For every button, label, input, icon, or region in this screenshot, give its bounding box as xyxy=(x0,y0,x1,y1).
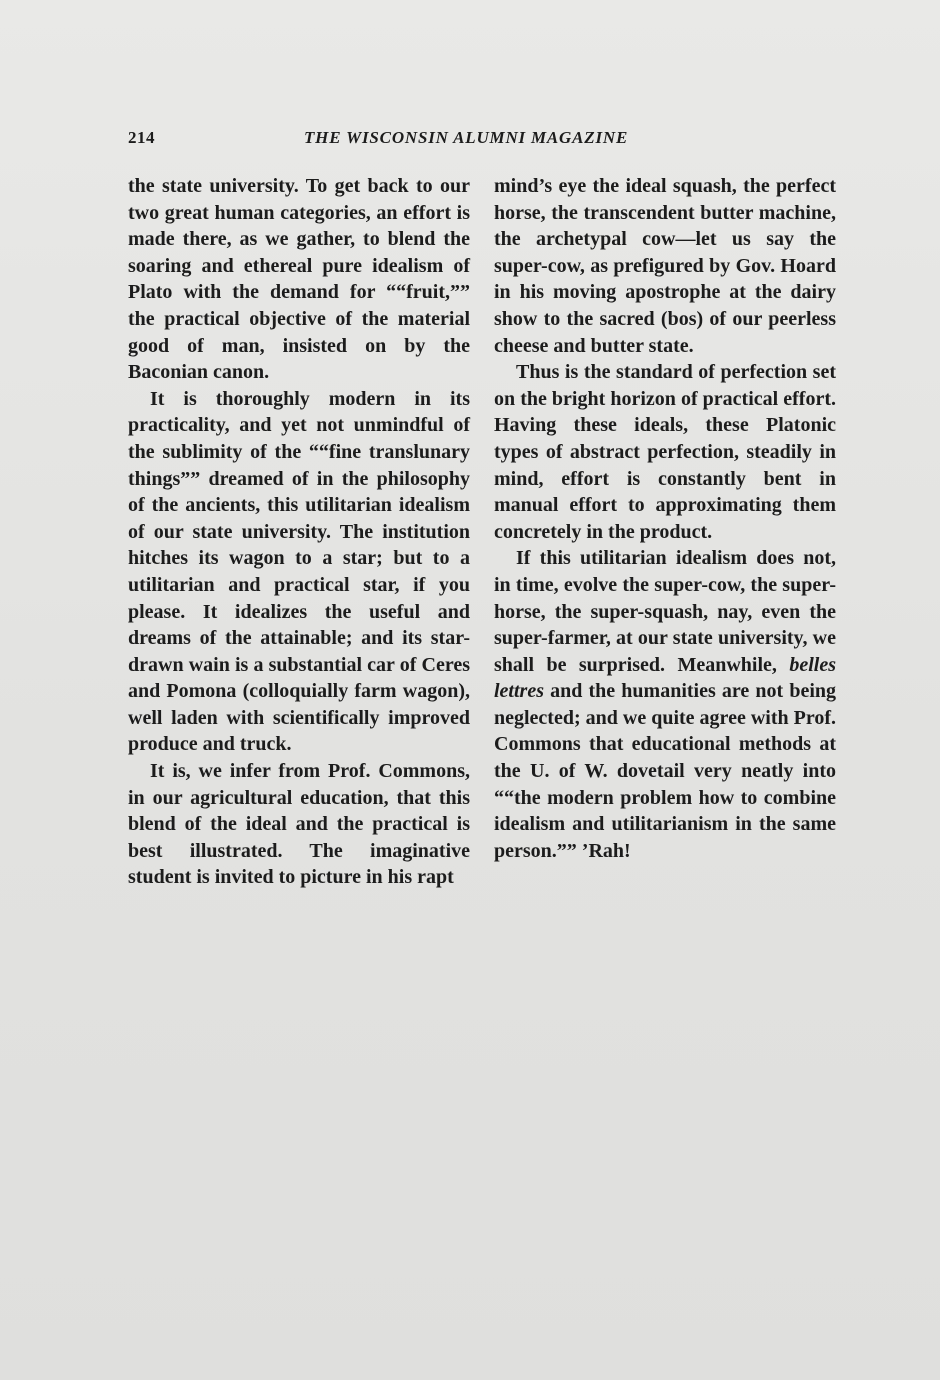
paragraph-text: If this utilitarian idealism does not, in time, evolve the super-cow, the super-horse, the super-squash, nay, even the super-farmer, at our state university, we shall be surprised. Meanwhile, xyxy=(494,547,836,676)
running-head-title: THE WISCONSIN ALUMNI MAGAZINE xyxy=(304,128,629,147)
paragraph: It is, we infer from Prof. Commons, in our agricultural education, that this blend of the ideal and the practical is best illustrated. The imaginative student is invited to picture in his rapt xyxy=(128,760,470,889)
paragraph xyxy=(494,545,836,864)
paragraph: mind’s eye the ideal squash, the perfect horse, the transcendent butter machine, the archetypal cow—let us say the super-cow, as prefigured by Gov. Hoard in his moving apostrophe at the dairy show to the sacred (bos) of our peerless cheese and butter state. xyxy=(494,175,836,357)
left-column xyxy=(128,173,470,891)
right-column xyxy=(494,173,836,864)
page-number: 214 xyxy=(128,128,155,147)
italic-phrase: belles lettres xyxy=(494,653,837,703)
page-header xyxy=(128,128,840,152)
paragraph: It is thoroughly modern in its practicality, and yet not unmindful of the sublimity of the ““fine translunary things”” dreamed of in the philosophy of the ancients, this utilitarian idealism of our state university. The institution hitches its wagon to a star; but to a utilitarian and practical star, if you please. It idealizes the useful and dreams of the attainable; and its star-drawn wain is a substantial car of Ceres and Pomona (colloquially farm wagon), well laden with scientifically improved produce and truck. xyxy=(128,387,470,756)
paragraph-text: and the humanities are not being neglected; and we quite agree with Prof. Commons that educational methods at the U. of W. dovetail very neatly into ““the modern problem how to combine idealism and utilitarianism in the same person.”” ’Rah! xyxy=(494,680,837,862)
paragraph: Thus is the standard of perfection set on the bright horizon of practical effort. Having these ideals, these Platonic types of abstract perfection, steadily in mind, effort is constantly bent in manual effort to approximating them concretely in the product. xyxy=(494,361,836,543)
paragraph: the state university. To get back to our two great human categories, an effort is made there, as we gather, to blend the soaring and ethereal pure idealism of Plato with the demand for ““fruit,”” the practical objective of the material good of man, insisted on by the Baconian canon. xyxy=(128,175,470,384)
